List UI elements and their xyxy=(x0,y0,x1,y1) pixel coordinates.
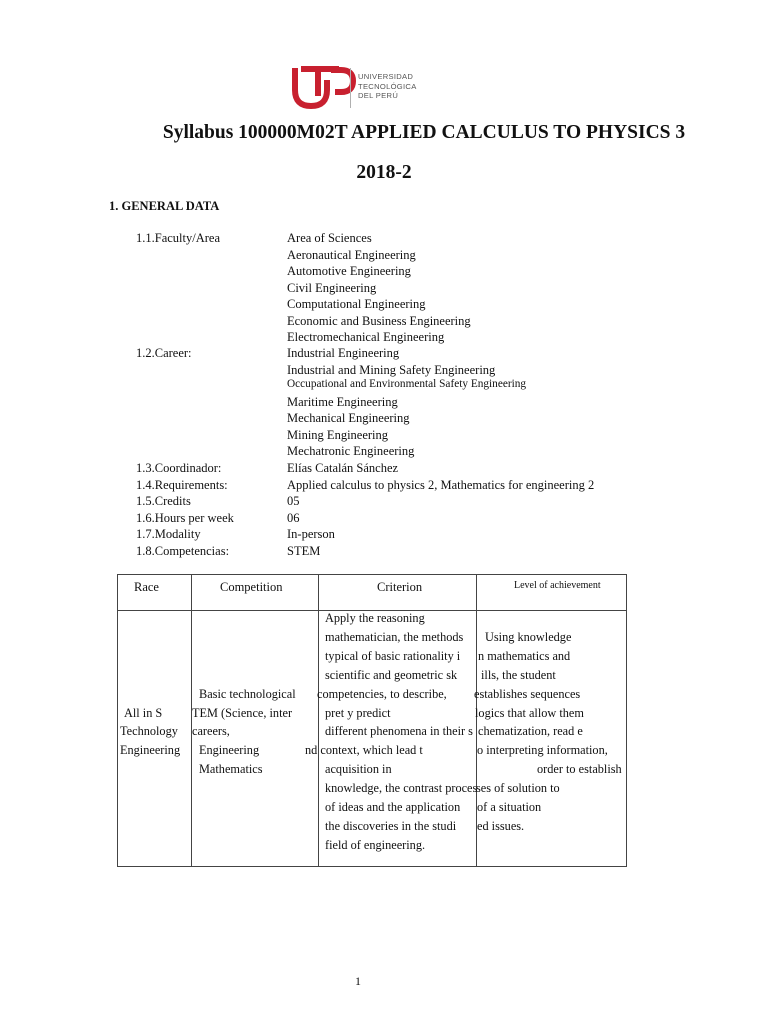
career-item: Occupational and Environmental Safety Engineering xyxy=(287,378,527,390)
coordinator-label: 1.3.Coordinador: xyxy=(136,461,222,475)
career-item: Mining Engineering xyxy=(287,428,389,442)
criterion-line: different phenomena in their s xyxy=(325,724,473,738)
career-item: Aeronautical Engineering xyxy=(287,248,416,262)
achievement-line: ills, the student xyxy=(481,668,556,682)
modality-value: In-person xyxy=(287,527,335,541)
career-item: Computational Engineering xyxy=(287,297,426,311)
achievement-line: establishes sequences xyxy=(474,687,581,701)
table-border-left xyxy=(117,574,118,867)
document-title: Syllabus 100000M02T APPLIED CALCULUS TO PHYSICS 3 xyxy=(162,122,686,143)
career-item: Mechanical Engineering xyxy=(287,411,410,425)
logo-wordmark xyxy=(358,72,417,101)
criterion-line: typical of basic rationality i xyxy=(325,649,461,663)
criterion-line: competencies, to describe, xyxy=(317,687,447,701)
career-item: Economic and Business Engineering xyxy=(287,314,471,328)
hours-label: 1.6.Hours per week xyxy=(136,511,234,525)
career-item: Maritime Engineering xyxy=(287,395,398,409)
logo-divider xyxy=(350,68,351,108)
logo-line: DEL PERÚ xyxy=(358,91,399,100)
table-border-right xyxy=(626,574,627,867)
achievement-line: chematization, read e xyxy=(478,724,583,738)
table-column-divider xyxy=(318,574,319,867)
modality-label: 1.7.Modality xyxy=(136,527,201,541)
career-item: Civil Engineering xyxy=(287,281,377,295)
career-item: Mechatronic Engineering xyxy=(287,444,415,458)
coordinator-value: Elías Catalán Sánchez xyxy=(287,461,399,475)
achievement-line: Using knowledge xyxy=(485,630,572,644)
criterion-line: mathematician, the methods xyxy=(325,630,464,644)
competition-line: TEM (Science, inter xyxy=(192,706,293,720)
faculty-label: 1.1.Faculty/Area xyxy=(136,231,221,245)
section-heading-general-data: 1. GENERAL DATA xyxy=(109,199,220,213)
table-header-criterion: Criterion xyxy=(377,580,423,594)
requirements-value: Applied calculus to physics 2, Mathematics for engineering 2 xyxy=(287,478,595,492)
table-border-bottom xyxy=(117,866,626,867)
criterion-line: scientific and geometric sk xyxy=(325,668,458,682)
competition-line: careers, xyxy=(192,724,230,738)
table-border-top xyxy=(117,574,626,575)
achievement-line: ses of solution to xyxy=(476,781,560,795)
table-header-competition: Competition xyxy=(220,580,283,594)
achievement-line: ed issues. xyxy=(477,819,525,833)
table-header-race: Race xyxy=(134,580,159,594)
criterion-line: knowledge, the contrast proces xyxy=(325,781,478,795)
career-item: Industrial Engineering xyxy=(287,346,400,360)
achievement-line: o interpreting information, xyxy=(477,743,608,757)
criterion-line: field of engineering. xyxy=(325,838,426,852)
page-number: 1 xyxy=(355,974,361,988)
criterion-line: of ideas and the application xyxy=(325,800,461,814)
faculty-value: Area of Sciences xyxy=(287,231,372,245)
competition-line: Basic technological xyxy=(199,687,296,701)
race-line: Engineering xyxy=(120,743,181,757)
credits-value: 05 xyxy=(287,494,300,508)
criterion-line: acquisition in xyxy=(325,762,392,776)
credits-label: 1.5.Credits xyxy=(136,494,191,508)
competition-line: Engineering xyxy=(199,743,260,757)
career-item: Automotive Engineering xyxy=(287,264,411,278)
criterion-line: pret y predict xyxy=(325,706,391,720)
requirements-label: 1.4.Requirements: xyxy=(136,478,228,492)
competencies-label: 1.8.Competencias: xyxy=(136,544,230,558)
competencies-value: STEM xyxy=(287,544,321,558)
logo-line: TECNOLÓGICA xyxy=(358,81,417,91)
career-label: 1.2.Career: xyxy=(136,346,192,360)
hours-value: 06 xyxy=(287,511,300,525)
criterion-line: the discoveries in the studi xyxy=(325,819,457,833)
criterion-line: nd context, which lead t xyxy=(305,743,423,757)
competition-line: Mathematics xyxy=(199,762,263,776)
criterion-line: Apply the reasoning xyxy=(325,611,425,625)
career-item: Electromechanical Engineering xyxy=(287,330,445,344)
race-line: Technology xyxy=(120,724,178,738)
career-item: Industrial and Mining Safety Engineering xyxy=(287,363,496,377)
logo-line: UNIVERSIDAD xyxy=(358,72,414,81)
achievement-line: of a situation xyxy=(477,800,542,814)
achievement-line: n mathematics and xyxy=(478,649,571,663)
table-header-achievement: Level of achievement xyxy=(514,580,601,591)
achievement-line: logics that allow them xyxy=(475,706,584,720)
achievement-line: order to establish xyxy=(537,762,622,776)
document-term: 2018-2 xyxy=(356,162,412,183)
race-line: All in S xyxy=(124,706,163,720)
